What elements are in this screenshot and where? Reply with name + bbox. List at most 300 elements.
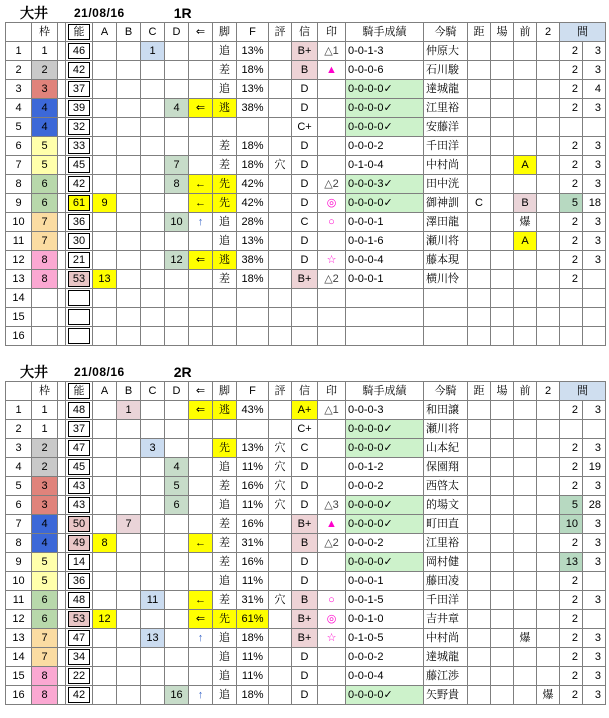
cell-ashi: 追 [213, 648, 237, 667]
cell-kyo [468, 308, 491, 327]
cell-shin: D [292, 496, 318, 515]
cell-aida2: 3 [583, 553, 606, 572]
horse-row [6, 308, 606, 327]
cell-ashi: 先 [213, 175, 237, 194]
cell-mark: ◎ [318, 194, 346, 213]
cell-f [237, 308, 269, 327]
horse-row [6, 194, 606, 213]
cell-hyo [269, 213, 292, 232]
cell-arrow [189, 42, 213, 61]
cell-two [537, 232, 560, 251]
cell-aida2: 3 [583, 591, 606, 610]
cell-two [537, 572, 560, 591]
cell-sep [58, 175, 66, 194]
cell-kiseki: 0-0-0-2 [346, 137, 424, 156]
cell-f: 16% [237, 515, 269, 534]
cell-aida1: 2 [560, 270, 583, 289]
cell-hyo [269, 534, 292, 553]
cell-num: 3 [6, 80, 32, 99]
cell-kyo [468, 156, 491, 175]
cell-shin [292, 289, 318, 308]
horse-row [6, 439, 606, 458]
col-header-mark: 印 [318, 23, 346, 42]
cell-shin: D [292, 232, 318, 251]
cell-kiseki: 0-0-0-0✓ [346, 686, 424, 705]
cell-jockey: 矢野貴 [424, 686, 468, 705]
col-header-waku: 枠 [32, 382, 58, 401]
cell-kiseki [346, 289, 424, 308]
cell-arrow [189, 667, 213, 686]
cell-mark: ☆ [318, 251, 346, 270]
cell-nou [66, 270, 93, 289]
cell-c [141, 458, 165, 477]
cell-nou [66, 439, 93, 458]
cell-shin: D [292, 553, 318, 572]
cell-jockey: 達城龍 [424, 80, 468, 99]
cell-mae [514, 99, 537, 118]
cell-a [93, 420, 117, 439]
cell-mark [318, 327, 346, 346]
cell-mae [514, 515, 537, 534]
ability-score-box: 45 [68, 157, 90, 173]
cell-d [165, 591, 189, 610]
cell-aida2: 3 [583, 61, 606, 80]
cell-mark [318, 572, 346, 591]
col-header-kiseki: 騎手成績 [346, 382, 424, 401]
ability-score-box: 33 [68, 138, 90, 154]
cell-ba [491, 289, 514, 308]
cell-f: 13% [237, 232, 269, 251]
cell-ashi: 追 [213, 232, 237, 251]
cell-hyo [269, 667, 292, 686]
cell-nou [66, 553, 93, 572]
cell-arrow [189, 496, 213, 515]
cell-two [537, 439, 560, 458]
cell-two [537, 591, 560, 610]
cell-ashi [213, 327, 237, 346]
col-header-nou [66, 23, 93, 42]
cell-aida1: 2 [560, 61, 583, 80]
cell-sep [58, 534, 66, 553]
cell-ashi: 差 [213, 591, 237, 610]
cell-hyo [269, 194, 292, 213]
cell-b [117, 289, 141, 308]
cell-c [141, 80, 165, 99]
cell-shin: D [292, 194, 318, 213]
cell-ashi: 追 [213, 80, 237, 99]
cell-a [93, 496, 117, 515]
cell-mae [514, 175, 537, 194]
cell-arrow [189, 458, 213, 477]
cell-kiseki: 0-0-0-0✓ [346, 439, 424, 458]
cell-aida2: 3 [583, 515, 606, 534]
cell-b [117, 686, 141, 705]
cell-d [165, 420, 189, 439]
cell-kyo [468, 629, 491, 648]
col-header-ba: 場 [491, 23, 514, 42]
cell-ashi: 逃 [213, 251, 237, 270]
cell-ba [491, 401, 514, 420]
cell-num: 4 [6, 458, 32, 477]
cell-ashi: 追 [213, 496, 237, 515]
cell-aida2: 3 [583, 137, 606, 156]
cell-kiseki: 0-0-0-3 [346, 401, 424, 420]
race-number: 1R [173, 4, 192, 21]
cell-sep [58, 591, 66, 610]
cell-hyo [269, 515, 292, 534]
cell-waku: 6 [32, 175, 58, 194]
cell-num: 12 [6, 610, 32, 629]
col-header-d: D [165, 23, 189, 42]
cell-sep [58, 496, 66, 515]
cell-nou [66, 213, 93, 232]
cell-num: 16 [6, 327, 32, 346]
cell-nou [66, 572, 93, 591]
cell-kiseki: 0-1-0-5 [346, 629, 424, 648]
cell-f [237, 289, 269, 308]
cell-jockey: 藤田凌 [424, 572, 468, 591]
cell-mark: △3 [318, 496, 346, 515]
cell-waku: 5 [32, 156, 58, 175]
cell-hyo [269, 251, 292, 270]
cell-d: 4 [165, 99, 189, 118]
cell-f: 18% [237, 137, 269, 156]
cell-num: 7 [6, 515, 32, 534]
cell-num: 13 [6, 270, 32, 289]
cell-aida2: 3 [583, 629, 606, 648]
cell-aida1 [560, 118, 583, 137]
cell-f: 11% [237, 667, 269, 686]
cell-nou [66, 42, 93, 61]
cell-nou [66, 610, 93, 629]
cell-kiseki: 0-0-0-4 [346, 667, 424, 686]
col-header-arrow: ⇐ [189, 382, 213, 401]
cell-sep [58, 232, 66, 251]
cell-arrow: ← [189, 194, 213, 213]
cell-two [537, 458, 560, 477]
cell-b [117, 251, 141, 270]
cell-mae [514, 80, 537, 99]
cell-nou [66, 401, 93, 420]
cell-nou [66, 648, 93, 667]
cell-num: 1 [6, 42, 32, 61]
horse-row [6, 289, 606, 308]
cell-aida2: 28 [583, 496, 606, 515]
cell-kiseki: 0-0-1-3 [346, 42, 424, 61]
nou-header-box: 能 [68, 383, 90, 399]
cell-hyo [269, 289, 292, 308]
col-header-f: F [237, 23, 269, 42]
col-header-c: C [141, 23, 165, 42]
cell-waku [32, 327, 58, 346]
cell-b [117, 137, 141, 156]
cell-hyo: 穴 [269, 496, 292, 515]
cell-ba [491, 591, 514, 610]
track-name: 大井 [20, 4, 48, 21]
horse-data-table [5, 381, 606, 705]
cell-ba [491, 496, 514, 515]
ability-score-box: 30 [68, 233, 90, 249]
horse-data-table [5, 22, 606, 346]
cell-d [165, 194, 189, 213]
col-header-aida: 間 [560, 23, 606, 42]
cell-waku: 8 [32, 251, 58, 270]
cell-f: 42% [237, 175, 269, 194]
cell-aida1: 10 [560, 515, 583, 534]
cell-aida1 [560, 308, 583, 327]
col-header-hyo: 評 [269, 23, 292, 42]
cell-mae [514, 42, 537, 61]
cell-f: 31% [237, 534, 269, 553]
cell-mae [514, 289, 537, 308]
cell-b [117, 477, 141, 496]
race-date: 21/08/16 [74, 5, 125, 20]
cell-jockey: 岡村健 [424, 553, 468, 572]
ability-score-box: 37 [68, 81, 90, 97]
cell-nou [66, 118, 93, 137]
cell-mae [514, 270, 537, 289]
cell-kyo [468, 213, 491, 232]
race-title [5, 3, 609, 22]
cell-num: 6 [6, 496, 32, 515]
cell-hyo: 穴 [269, 477, 292, 496]
cell-waku: 1 [32, 401, 58, 420]
cell-f: 13% [237, 439, 269, 458]
cell-arrow [189, 289, 213, 308]
cell-hyo [269, 42, 292, 61]
cell-f: 18% [237, 61, 269, 80]
col-header-ashi: 脚 [213, 382, 237, 401]
cell-kyo [468, 175, 491, 194]
cell-two [537, 80, 560, 99]
cell-ba [491, 534, 514, 553]
cell-shin: D [292, 137, 318, 156]
cell-kyo [468, 270, 491, 289]
cell-d [165, 61, 189, 80]
cell-hyo [269, 629, 292, 648]
cell-mae [514, 401, 537, 420]
cell-c [141, 534, 165, 553]
ability-score-box: 47 [68, 630, 90, 646]
ability-score-box: 43 [68, 478, 90, 494]
cell-num: 4 [6, 99, 32, 118]
cell-sep [58, 629, 66, 648]
horse-row [6, 61, 606, 80]
cell-mae [514, 458, 537, 477]
cell-aida1: 2 [560, 42, 583, 61]
cell-arrow: ⇐ [189, 99, 213, 118]
cell-two [537, 251, 560, 270]
cell-mae [514, 553, 537, 572]
cell-a [93, 648, 117, 667]
cell-d: 8 [165, 175, 189, 194]
cell-ashi: 追 [213, 42, 237, 61]
cell-waku: 8 [32, 667, 58, 686]
cell-mae: A [514, 232, 537, 251]
cell-waku: 5 [32, 553, 58, 572]
cell-aida2: 3 [583, 213, 606, 232]
cell-num: 11 [6, 591, 32, 610]
cell-c: 13 [141, 629, 165, 648]
cell-ba [491, 156, 514, 175]
cell-c: 3 [141, 439, 165, 458]
horse-row [6, 213, 606, 232]
cell-shin: B+ [292, 515, 318, 534]
cell-b [117, 420, 141, 439]
cell-d [165, 270, 189, 289]
cell-arrow [189, 270, 213, 289]
cell-shin: A+ [292, 401, 318, 420]
cell-mark [318, 289, 346, 308]
cell-ashi: 逃 [213, 99, 237, 118]
cell-aida2: 3 [583, 42, 606, 61]
cell-two [537, 118, 560, 137]
cell-d [165, 648, 189, 667]
cell-aida2: 3 [583, 534, 606, 553]
cell-arrow [189, 137, 213, 156]
col-header-f: F [237, 382, 269, 401]
ability-score-box: 43 [68, 497, 90, 513]
cell-sep [58, 61, 66, 80]
cell-ashi: 差 [213, 477, 237, 496]
cell-jockey: 瀬川将 [424, 232, 468, 251]
cell-waku: 5 [32, 137, 58, 156]
cell-aida1: 13 [560, 553, 583, 572]
cell-waku: 7 [32, 629, 58, 648]
cell-b [117, 553, 141, 572]
cell-waku: 2 [32, 439, 58, 458]
cell-d: 16 [165, 686, 189, 705]
cell-d [165, 629, 189, 648]
horse-row [6, 534, 606, 553]
cell-kyo [468, 534, 491, 553]
cell-kiseki: 0-0-0-1 [346, 213, 424, 232]
cell-num: 12 [6, 251, 32, 270]
col-header-aida: 間 [560, 382, 606, 401]
cell-aida2: 19 [583, 458, 606, 477]
cell-b [117, 667, 141, 686]
ability-score-box: 39 [68, 100, 90, 116]
cell-sep [58, 648, 66, 667]
cell-nou [66, 629, 93, 648]
cell-a [93, 61, 117, 80]
cell-ashi [213, 289, 237, 308]
cell-num: 16 [6, 686, 32, 705]
cell-shin: B+ [292, 629, 318, 648]
cell-ba [491, 629, 514, 648]
cell-b [117, 572, 141, 591]
cell-kyo [468, 610, 491, 629]
cell-num: 11 [6, 232, 32, 251]
cell-c: 11 [141, 591, 165, 610]
ability-score-box: 61 [68, 195, 90, 211]
cell-aida1: 2 [560, 137, 583, 156]
cell-d: 7 [165, 156, 189, 175]
cell-b [117, 80, 141, 99]
cell-num: 2 [6, 61, 32, 80]
race-number: 2R [173, 363, 192, 380]
col-header-sep [58, 382, 66, 401]
cell-aida2: 3 [583, 439, 606, 458]
cell-shin [292, 308, 318, 327]
ability-score-box: 50 [68, 516, 90, 532]
cell-sep [58, 477, 66, 496]
cell-jockey [424, 289, 468, 308]
cell-arrow: ⇐ [189, 610, 213, 629]
cell-jockey: 中村尚 [424, 156, 468, 175]
cell-a: 9 [93, 194, 117, 213]
cell-waku: 3 [32, 80, 58, 99]
cell-nou [66, 99, 93, 118]
cell-waku: 1 [32, 420, 58, 439]
cell-num: 10 [6, 572, 32, 591]
cell-ba [491, 251, 514, 270]
cell-f: 16% [237, 477, 269, 496]
cell-aida1: 2 [560, 458, 583, 477]
cell-arrow [189, 327, 213, 346]
cell-c [141, 137, 165, 156]
col-header-kyo: 距 [468, 382, 491, 401]
cell-mae [514, 251, 537, 270]
cell-aida1: 5 [560, 194, 583, 213]
cell-waku: 4 [32, 534, 58, 553]
cell-ashi: 差 [213, 534, 237, 553]
cell-two [537, 553, 560, 572]
cell-kiseki: 0-0-0-1 [346, 572, 424, 591]
cell-mae [514, 648, 537, 667]
cell-ba [491, 175, 514, 194]
cell-mae: A [514, 156, 537, 175]
col-header-num [6, 382, 32, 401]
cell-aida1: 2 [560, 572, 583, 591]
cell-a [93, 591, 117, 610]
race-table-2r [5, 359, 609, 705]
cell-nou [66, 175, 93, 194]
ability-score-box: 36 [68, 214, 90, 230]
cell-c [141, 572, 165, 591]
cell-aida1: 2 [560, 686, 583, 705]
cell-f: 42% [237, 194, 269, 213]
cell-sep [58, 515, 66, 534]
col-header-mae: 前 [514, 382, 537, 401]
cell-mae [514, 327, 537, 346]
horse-row [6, 477, 606, 496]
cell-num: 2 [6, 420, 32, 439]
cell-shin: C [292, 439, 318, 458]
cell-ashi: 差 [213, 137, 237, 156]
cell-arrow [189, 439, 213, 458]
horse-row [6, 629, 606, 648]
cell-ashi [213, 420, 237, 439]
cell-ba [491, 458, 514, 477]
cell-two [537, 401, 560, 420]
cell-d [165, 289, 189, 308]
cell-two [537, 156, 560, 175]
cell-b [117, 194, 141, 213]
cell-shin: B [292, 591, 318, 610]
cell-d [165, 553, 189, 572]
col-header-a: A [93, 382, 117, 401]
cell-waku: 4 [32, 515, 58, 534]
col-header-ba: 場 [491, 382, 514, 401]
cell-mae [514, 477, 537, 496]
cell-nou [66, 667, 93, 686]
cell-two [537, 270, 560, 289]
cell-kiseki: 0-0-1-6 [346, 232, 424, 251]
cell-jockey: 吉井章 [424, 610, 468, 629]
ability-score-box: 36 [68, 573, 90, 589]
cell-b [117, 648, 141, 667]
